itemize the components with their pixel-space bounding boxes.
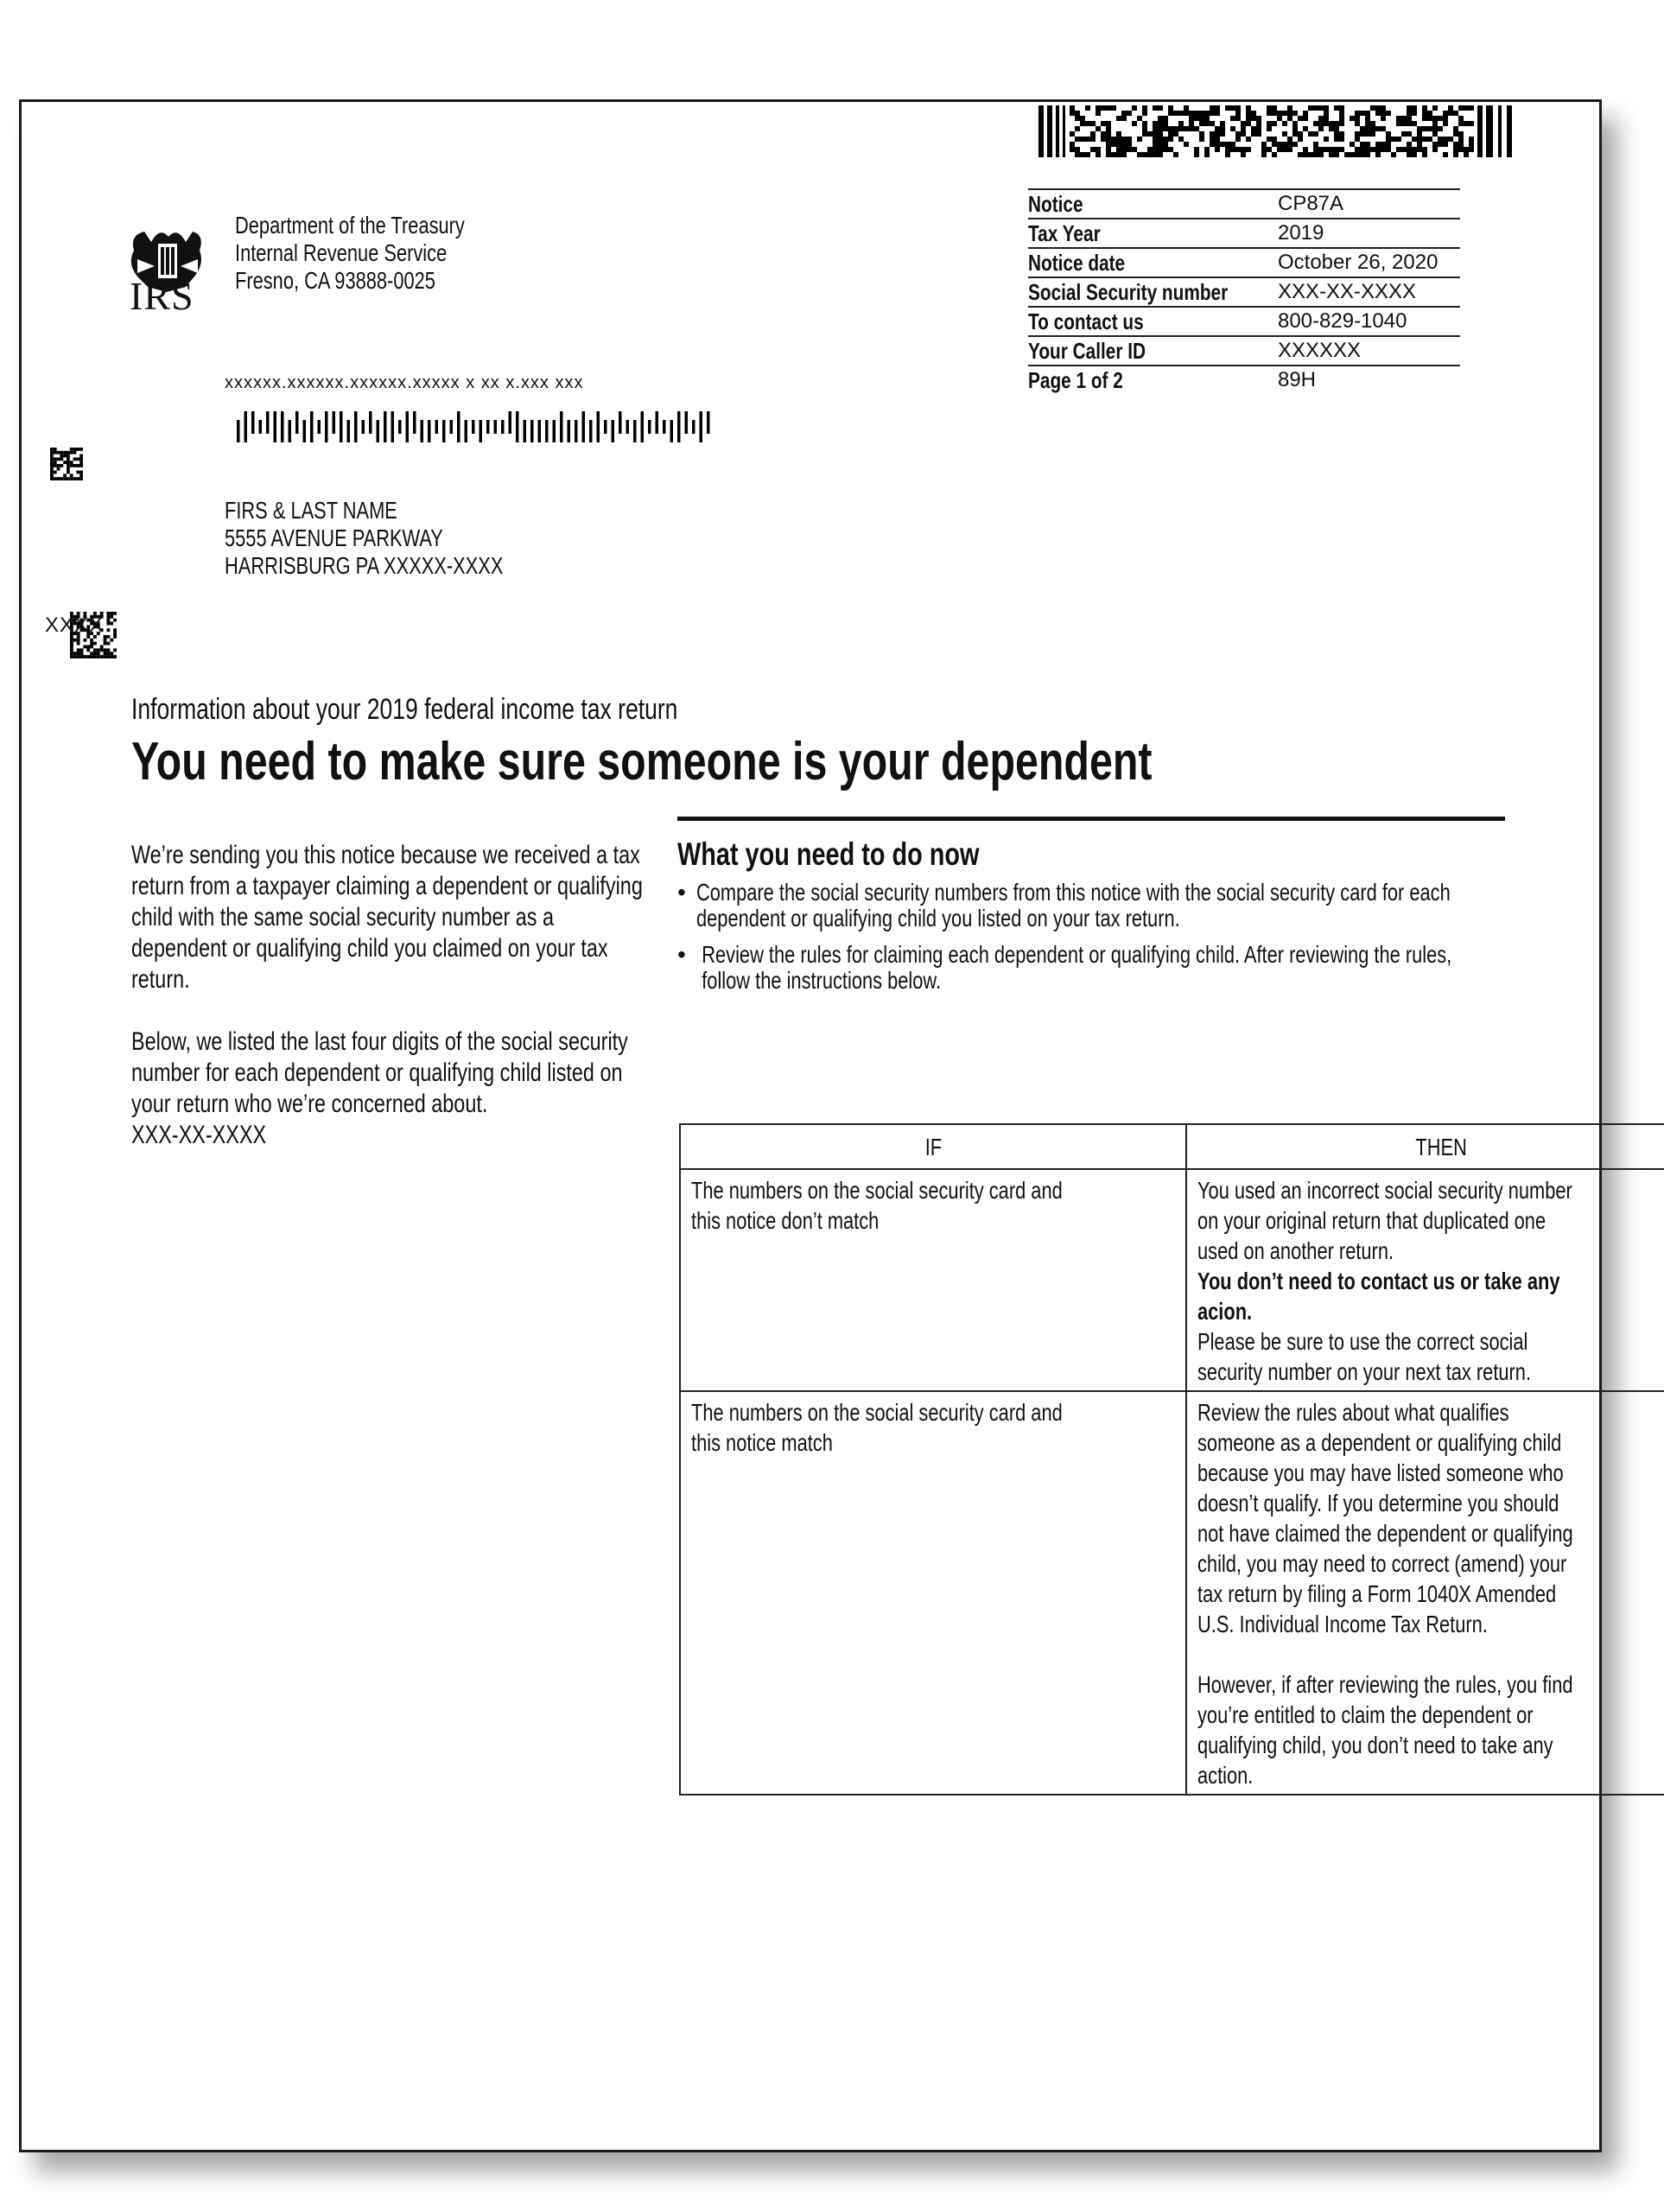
irs-logo-text: IRS — [130, 274, 194, 318]
intro-text — [131, 840, 650, 1151]
recipient-city: HARRISBURG PA XXXXX-XXXX — [225, 552, 504, 579]
if-cell-2: The numbers on the social security card and this notice match — [680, 1391, 1186, 1795]
qr-code-icon — [50, 448, 83, 480]
recipient-name: FIRS & LAST NAME — [225, 497, 397, 524]
dependent-ssn: XXX-XX-XXXX — [131, 1121, 267, 1149]
subheading: Information about your 2019 federal income tax return — [131, 693, 678, 726]
side-code: XXXX — [45, 613, 105, 637]
table-row — [680, 1391, 1664, 1795]
agency-line-3: Fresno, CA 93888-0025 — [235, 267, 435, 294]
notice-info-table — [1028, 188, 1460, 394]
action-bullet-1: • Compare the social security numbers from this notice with the social security card for each dependent or qualifying child you listed on your tax return. — [677, 879, 1451, 931]
notice-info-row — [1028, 277, 1460, 307]
notice-info-value: 2019 — [1278, 219, 1460, 248]
notice-info-value: XXX-XX-XXXX — [1278, 277, 1460, 307]
notice-info-value: 89H — [1278, 365, 1460, 394]
if-header: IF — [680, 1124, 1186, 1169]
notice-info-label: Notice date — [1028, 248, 1228, 277]
notice-info-value: 800-829-1040 — [1278, 307, 1460, 336]
notice-info-row — [1028, 336, 1460, 365]
notice-info-row — [1028, 307, 1460, 336]
notice-info-label: Social Security number — [1028, 277, 1228, 307]
notice-info-row — [1028, 219, 1460, 248]
notice-info-value: October 26, 2020 — [1278, 248, 1460, 277]
section-divider — [677, 817, 1505, 821]
agency-line-2: Internal Revenue Service — [235, 239, 448, 266]
agency-address — [235, 212, 530, 295]
intro-paragraph-1: We’re sending you this notice because we received a tax return from a taxpayer claiming a dependent or qualifying child with the same social security number as a dependent or qualifying child you claimed on your tax return. — [131, 841, 643, 994]
action-title: What you need to do now — [677, 836, 980, 872]
notice-info-label: Notice — [1028, 189, 1228, 219]
notice-info-label: To contact us — [1028, 307, 1228, 336]
notice-info-label: Page 1 of 2 — [1028, 365, 1228, 394]
notice-info-label: Tax Year — [1028, 219, 1228, 248]
notice-info-row — [1028, 248, 1460, 277]
agency-line-1: Department of the Treasury — [235, 212, 465, 238]
recipient-street: 5555 AVENUE PARKWAY — [225, 524, 443, 551]
recipient-address — [225, 497, 581, 580]
then-cell-2: Review the rules about what qualifies someone as a dependent or qualifying child because you may have listed someone who doesn’t qualify. If you determine you should not have claimed the dependent or qualifying child, you may need to correct (amend) your tax return by filing a Form 1040X Amended U.S. Individual Income Tax Return. However, if after reviewing the rules, you find you’re entitled to claim the dependent or qualifying child, you don’t need to take any action. — [1186, 1391, 1664, 1795]
if-then-table — [679, 1123, 1664, 1796]
action-bullets — [677, 880, 1541, 1004]
notice-info-label: Your Caller ID — [1028, 336, 1228, 365]
if-cell-1: The numbers on the social security card and this notice don’t match — [680, 1169, 1186, 1391]
then-header: THEN — [1186, 1124, 1664, 1169]
notice-info-row — [1028, 189, 1460, 219]
page-title: You need to make sure someone is your dependent — [131, 732, 1153, 791]
notice-info-value: CP87A — [1278, 189, 1460, 219]
mail-sort-code: xxxxxx.xxxxxx.xxxxxx.xxxxx x xx x.xxx xxx — [225, 373, 584, 392]
table-row — [680, 1169, 1664, 1391]
notice-info-value: XXXXXX — [1278, 336, 1460, 365]
notice-info-row — [1028, 365, 1460, 394]
document-barcode — [1038, 105, 1514, 157]
intro-paragraph-2: Below, we listed the last four digits of the social security number for each dependent or qualifying child listed on your return who we’re concerned about. — [131, 1027, 628, 1118]
postal-barcode — [237, 411, 721, 442]
then-cell-1: You used an incorrect social security number on your original return that duplicated one used on another return. You don’t need to contact us or take any acion. Please be sure to use the correct social security number on your next tax return. — [1186, 1169, 1664, 1391]
action-bullet-2: • Review the rules for claiming each dependent or qualifying child. After reviewing the rules, follow the instructions below. — [677, 941, 1452, 994]
